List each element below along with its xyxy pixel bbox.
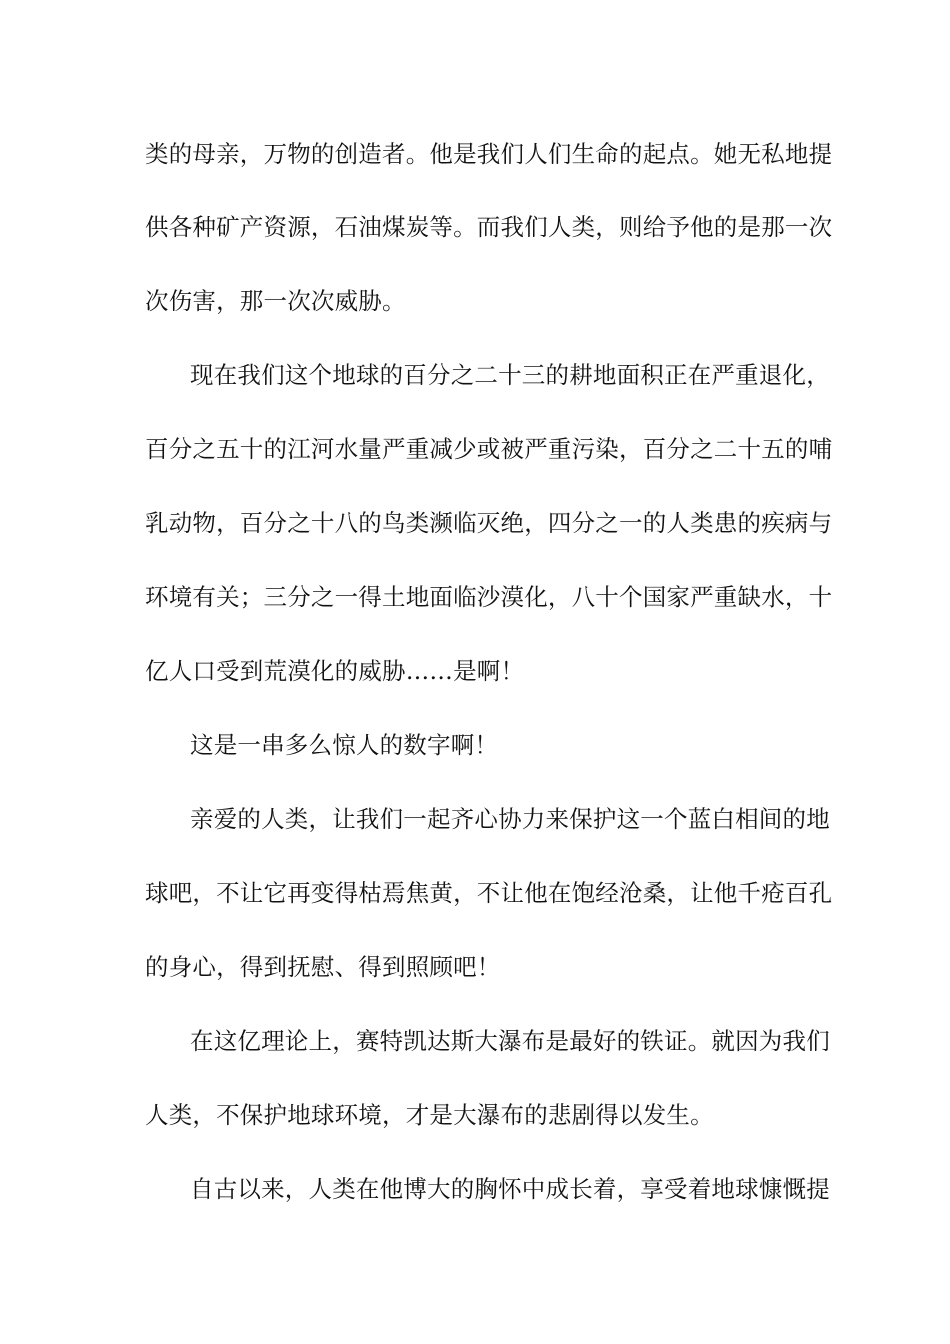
paragraph-first-line: 在这亿理论上，赛特凯达斯大瀑布是最好的铁证。就因为我们 — [190, 1027, 830, 1055]
text-line: 次伤害，那一次次威胁。 — [145, 287, 406, 315]
text-line: 乳动物，百分之十八的鸟类濒临灭绝，四分之一的人类患的疾病与 — [145, 509, 833, 537]
text-line: 亿人口受到荒漠化的威胁……是啊！ — [145, 657, 525, 685]
text-line: 供各种矿产资源，石油煤炭等。而我们人类，则给予他的是那一次 — [145, 213, 833, 241]
paragraph-first-line: 这是一串多么惊人的数字啊！ — [190, 731, 499, 759]
text-line: 的身心，得到抚慰、得到照顾吧！ — [145, 953, 501, 981]
paragraph-first-line: 现在我们这个地球的百分之二十三的耕地面积正在严重退化， — [190, 361, 830, 389]
paragraph-first-line: 亲爱的人类，让我们一起齐心协力来保护这一个蓝白相间的地 — [190, 805, 830, 833]
text-line: 人类，不保护地球环境，才是大瀑布的悲剧得以发生。 — [145, 1101, 714, 1129]
text-line: 类的母亲，万物的创造者。他是我们人们生命的起点。她无私地提 — [145, 140, 833, 168]
text-line: 环境有关；三分之一得土地面临沙漠化，八十个国家严重缺水，十 — [145, 583, 833, 611]
text-line: 百分之五十的江河水量严重减少或被严重污染，百分之二十五的哺 — [145, 435, 833, 463]
text-line: 球吧，不让它再变得枯焉焦黄，不让他在饱经沧桑，让他千疮百孔 — [145, 879, 833, 907]
paragraph-first-line: 自古以来，人类在他博大的胸怀中成长着，享受着地球慷慨提 — [190, 1175, 830, 1203]
